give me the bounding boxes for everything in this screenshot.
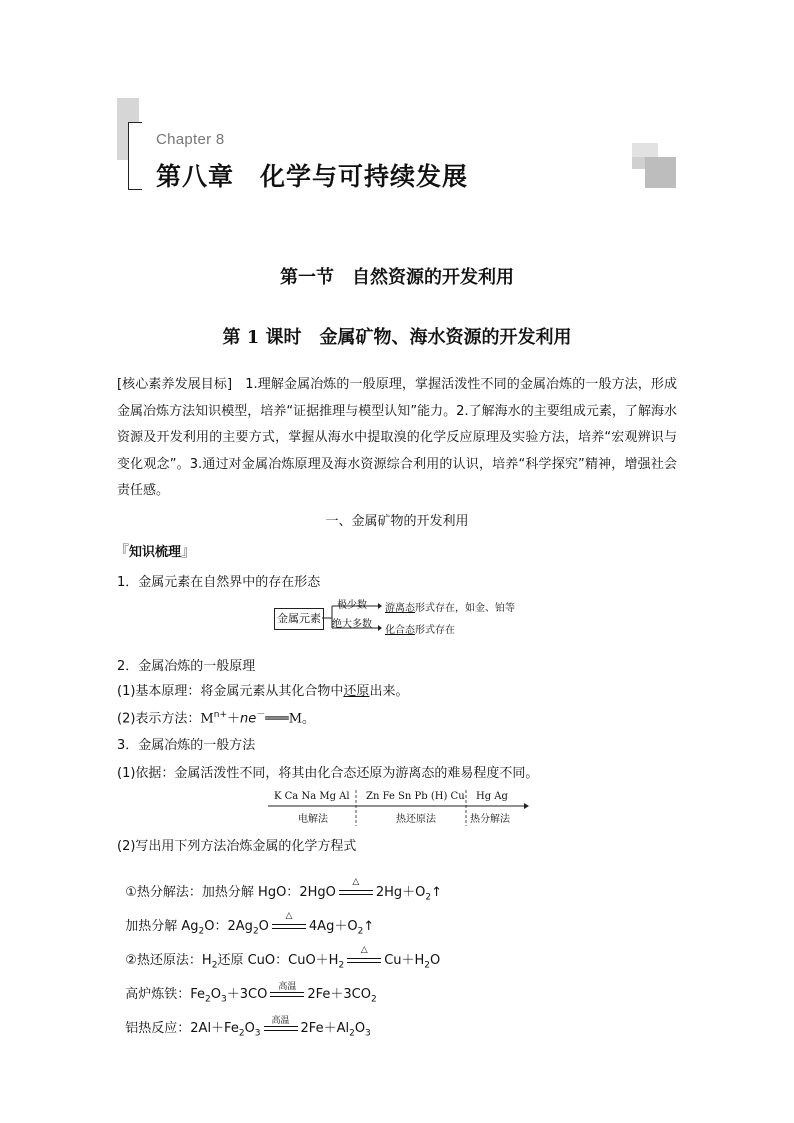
lesson-title: 第 1 课时 金属矿物、海水资源的开发利用 [222,327,572,348]
sequence-thermal-decomposition: Hg Ag [476,791,508,802]
combined-state-key: 化合态 [385,625,415,636]
equation-ag2o [117,900,374,937]
eq-hgo-right: 2Hg＋O [375,885,426,900]
eq-cuo-left: CuO＋H [288,953,339,968]
equation-cuo [117,934,440,971]
high-temp-label: 高温 [271,1015,290,1026]
heat-condition-sign [347,944,381,966]
principle-post: 出来。 [369,684,409,699]
eq-cuo-label2: 还原 CuO： [217,953,289,968]
equation-blast-furnace [117,968,377,1005]
eq-cuo-label: ②热还原法：H [125,953,212,968]
equation-thermite [117,1002,371,1039]
free-state-line [385,599,515,614]
knowledge-section-label [114,540,196,561]
oxygen-symbol: O [244,1021,255,1036]
sub: 2 [211,960,218,971]
eq-furnace-label: 高炉炼铁： [125,987,191,1002]
equation-hgo [117,866,442,903]
sub: 2 [338,960,345,971]
eq-cuo-right: Cu＋H [384,953,425,968]
sequence-electrolysis: K Ca Na Mg Al [274,791,350,802]
high-temp-condition-sign [264,1015,298,1034]
write-equations-line: (2)写出用下列方法冶炼金属的化学方程式 [117,839,357,854]
part-heading: 一、金属矿物的开发利用 [325,514,469,529]
oxygen-symbol: O [258,919,269,934]
sequence-thermal-reduction: Zn Fe Sn Pb (H) Cu [366,791,465,802]
expr-product: M。 [288,711,316,727]
sub: 3 [365,1028,371,1039]
sub: 2 [424,960,431,971]
sub: 2 [425,892,432,903]
metal-element-box: 金属元素 [274,608,324,630]
eq-ag2o-left: 2Ag [227,919,253,934]
sub: 3 [221,994,227,1005]
sub: 2 [349,1028,355,1039]
expr-ne: ne [240,711,257,727]
eq-furnace-left: Fe [190,987,206,1002]
item1-title: 1．金属元素在自然界中的存在形态 [117,575,321,590]
eq-hgo-label: ①热分解法：加热分解 HgO： [125,885,300,900]
principle-line [117,680,408,699]
combined-state-line [385,621,455,636]
knowledge-label-text: 知识梳理 [129,545,182,560]
eq-furnace-right: 2Fe＋3CO [307,987,371,1002]
label-few: 极少数 [337,600,367,611]
heat-symbol: △ [360,944,368,955]
eq-ag2o-label2: O： [204,919,228,934]
eq-hgo-left: 2HgO [299,885,336,900]
expr-label: (2)表示方法： [117,711,201,727]
sub: 2 [238,1028,245,1039]
bracket-open-icon: 『 [114,542,130,560]
bracket-close-icon: 』 [181,542,197,560]
gas-up-arrow: ↑ [431,885,443,900]
eq-thermite-label: 铝热反应： [125,1021,191,1036]
expr-plus: ＋ [226,711,240,727]
basis-line: (1)依据：金属活泼性不同，将其由化合态还原为游离态的难易程度不同。 [117,766,539,781]
eq-furnace-left2: ＋3CO [226,987,268,1002]
heat-symbol: △ [352,876,360,887]
high-temp-label: 高温 [278,981,297,992]
chapter-deco-square-mid [632,157,645,169]
expr-minus: － [256,710,266,720]
combined-state-rest: 形式存在 [415,625,455,636]
core-objectives-paragraph: [核心素养发展目标] 1.理解金属冶炼的一般原理，掌握活泼性不同的金属冶炼的一般方法，形成金属冶炼方法知识模型，培养“证据推理与模型认知”能力。2.了解海水的主要组成元素，了解海水资源及开发利用的主要方式，掌握从海水中提取溴的化学反应原理及实验方法，培养“宏观辨识与变化观念”。3.通过对金属冶炼原理及海水资源综合利用的认识，培养“科学探究”精神，增强社会责任感。 [117,377,677,499]
chapter-deco-bracket [128,122,142,190]
principle-pre: (1)基本原理：将金属元素从其化合物中 [117,684,344,699]
gas-up-arrow: ↑ [363,919,375,934]
sub: 2 [357,926,364,937]
eq-thermite-right: 2Fe＋Al [300,1021,350,1036]
chapter-deco-square-dark [645,157,676,188]
oxygen-symbol: O [210,987,222,1002]
free-state-key: 游离态 [385,603,415,614]
label-most: 绝大多数 [332,619,372,630]
sub: 2 [198,926,205,937]
eq-cuo-right2: O [430,953,441,968]
high-temp-condition-sign [270,981,304,1000]
oxygen-symbol: O [354,1021,366,1036]
sub: 3 [254,1028,261,1039]
chapter-title: 第八章 化学与可持续发展 [156,162,469,191]
chapter-label-en: Chapter 8 [156,131,225,148]
heat-condition-sign [339,876,373,898]
heat-condition-sign [272,910,306,932]
item2-title: 2．金属冶炼的一般原理 [117,659,256,674]
method-electrolysis: 电解法 [298,814,328,825]
expr-eq: ═══ [265,711,289,727]
sub: 2 [252,926,259,937]
section-title: 第一节 自然资源的开发利用 [280,267,514,288]
heat-symbol: △ [285,910,293,921]
sub: 2 [205,994,211,1005]
method-thermal-decomposition: 热分解法 [470,814,510,825]
free-state-rest: 形式存在，如金、铂等 [415,603,515,614]
eq-ag2o-label: 加热分解 Ag [125,919,199,934]
principle-key: 还原 [343,684,370,699]
sub: 2 [370,994,377,1005]
expression-line [117,707,315,726]
eq-ag2o-right: 4Ag＋O [308,919,358,934]
method-thermal-reduction: 热还原法 [396,814,436,825]
item3-title: 3．金属冶炼的一般方法 [117,738,256,753]
eq-thermite-left: 2Al＋Fe [190,1021,239,1036]
expr-charge: n+ [213,710,227,720]
expr-ion: M [200,711,214,727]
